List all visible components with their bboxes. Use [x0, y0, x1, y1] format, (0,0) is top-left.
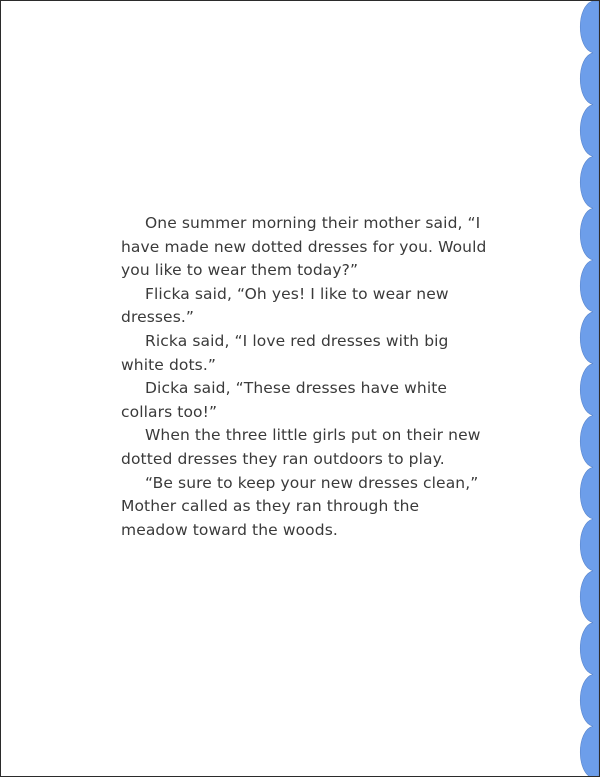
story-line: you like to wear them today?” — [121, 261, 359, 280]
story-line: Ricka said, “I love red dresses with big — [145, 331, 449, 350]
story-line: have made new dotted dresses for you. Would — [121, 237, 487, 256]
story-line: Mother called as they ran through the — [121, 497, 420, 516]
story-line: meadow toward the woods. — [121, 520, 338, 539]
story-line: Dicka said, “These dresses have white — [145, 379, 448, 398]
story-line: dresses.” — [121, 308, 195, 327]
story-line: One summer morning their mother said, “I — [145, 214, 481, 232]
scalloped-border — [573, 1, 599, 777]
story-line: dotted dresses they ran outdoors to play. — [121, 449, 445, 468]
story-line: “Be sure to keep your new dresses clean,” — [145, 473, 479, 492]
story-line: white dots.” — [121, 355, 216, 374]
story-line: collars too!” — [121, 402, 218, 421]
story-text — [121, 212, 487, 542]
story-line: Flicka said, “Oh yes! I like to wear new — [145, 284, 449, 303]
story-line: When the three little girls put on their new — [145, 426, 481, 445]
